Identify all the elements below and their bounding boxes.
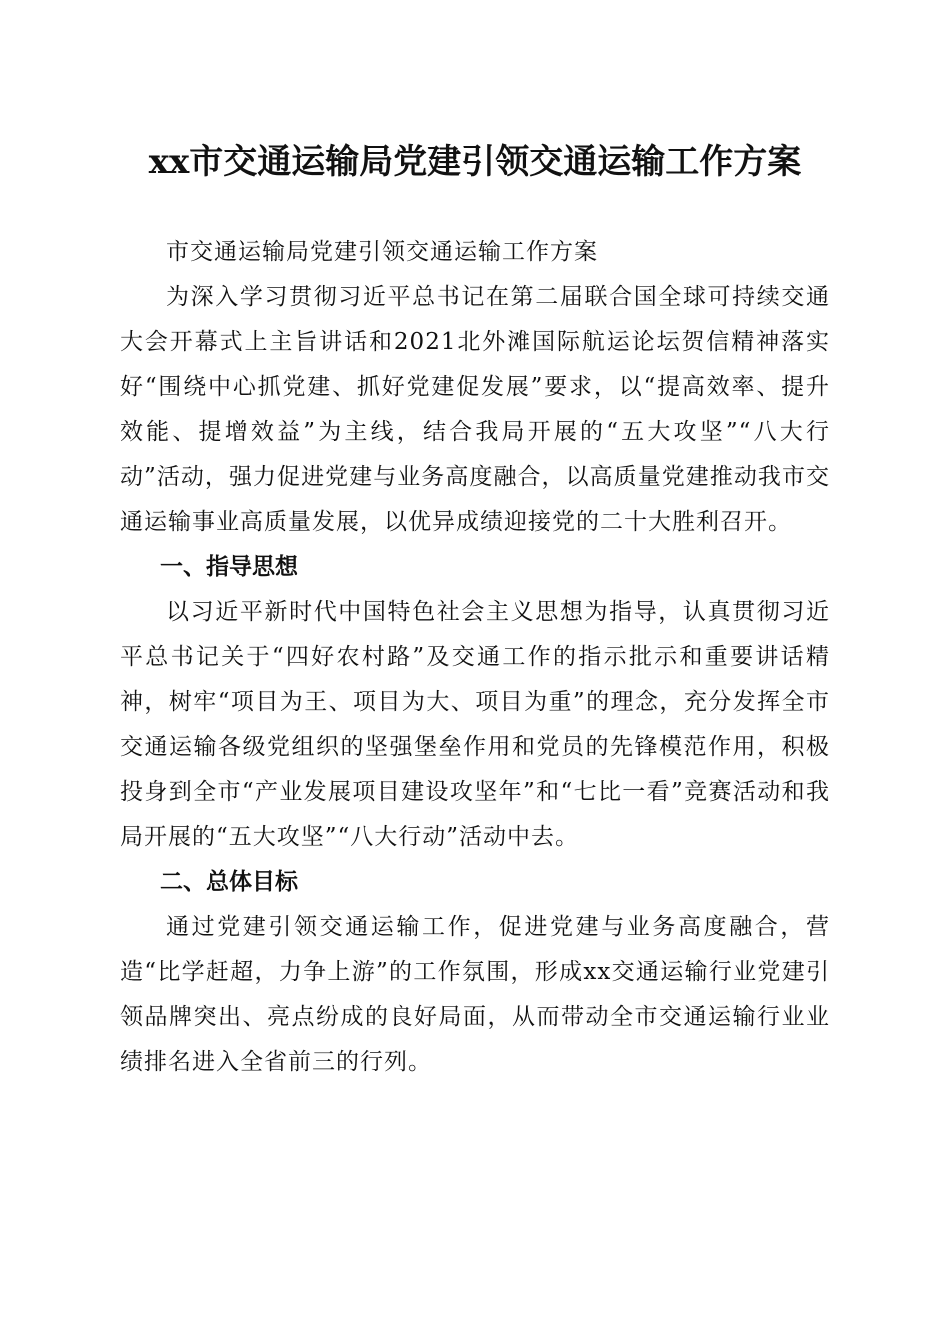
section-body-overall-goal: 通过党建引领交通运输工作，促进党建与业务高度融合，营造“比学赶超，力争上游”的工作氛围，形成xx交通运输行业党建引领品牌突出、亮点纷成的良好局面，从而带动全市交通运输行业业绩排名进入全省前三的行列。: [120, 914, 830, 1075]
section-heading-guiding-ideology: 一、指导思想: [160, 554, 298, 580]
document-title: xx市交通运输局党建引领交通运输工作方案: [148, 142, 802, 182]
subtitle-paragraph: 市交通运输局党建引领交通运输工作方案: [166, 239, 598, 265]
intro-paragraph: 为深入学习贯彻习近平总书记在第二届联合国全球可持续交通大会开幕式上主旨讲话和2021北外滩国际航运论坛贺信精神落实好“围绕中心抓党建、抓好党建促发展”要求，以“提高效率、提升效能、提增效益”为主线，结合我局开展的“五大攻坚”“八大行动”活动，强力促进党建与业务高度融合，以高质量党建推动我市交通运输事业高质量发展，以优异成绩迎接党的二十大胜利召开。: [120, 284, 830, 535]
section-body-guiding-ideology: 以习近平新时代中国特色社会主义思想为指导，认真贯彻习近平总书记关于“四好农村路”及交通工作的指示批示和重要讲话精神，树牢“项目为王、项目为大、项目为重”的理念，充分发挥全市交通运输各级党组织的坚强堡垒作用和党员的先锋模范作用，积极投身到全市“产业发展项目建设攻坚年”和“七比一看”竞赛活动和我局开展的“五大攻坚”“八大行动”活动中去。: [120, 599, 830, 850]
document-body: [120, 230, 830, 1085]
section-heading-overall-goal: 二、总体目标: [160, 869, 298, 895]
